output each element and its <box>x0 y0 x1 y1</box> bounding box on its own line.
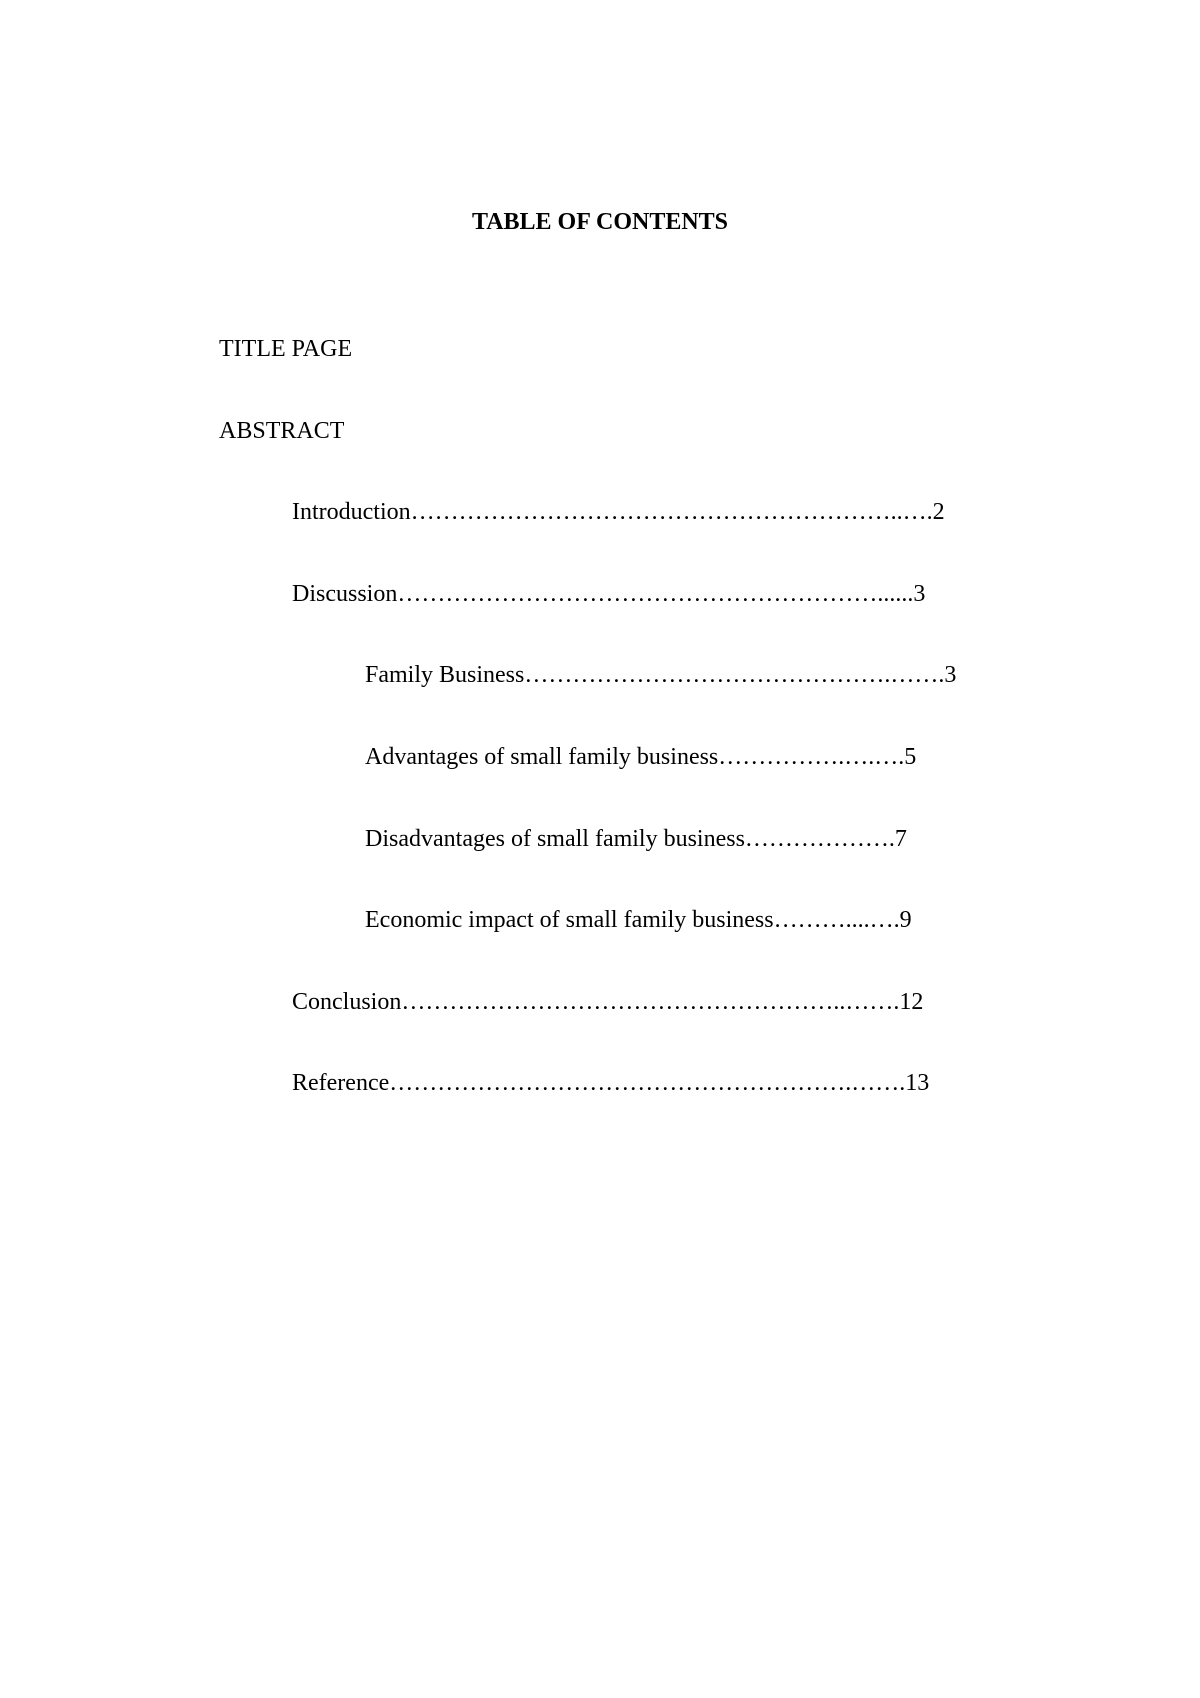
toc-entry-advantages: Advantages of small family business…………….….….5 <box>365 744 917 770</box>
toc-entry-reference: Reference………………………………………………….…….13 <box>292 1070 930 1096</box>
toc-entry-abstract: ABSTRACT <box>219 418 345 444</box>
toc-entry-economic-impact: Economic impact of small family business………....….9 <box>365 907 912 933</box>
toc-entry-title-page: TITLE PAGE <box>219 336 353 362</box>
page-title: TABLE OF CONTENTS <box>471 209 729 235</box>
toc-entry-discussion: Discussion……………………………………………………......3 <box>292 581 926 607</box>
toc-entry-family-business: Family Business……………………………………….…….3 <box>365 662 957 688</box>
toc-entry-introduction: Introduction……………………………………………………..….2 <box>292 499 945 525</box>
toc-entry-conclusion: Conclusion………………………………………………..…….12 <box>292 989 924 1015</box>
toc-entry-disadvantages: Disadvantages of small family business……………….7 <box>365 826 907 852</box>
